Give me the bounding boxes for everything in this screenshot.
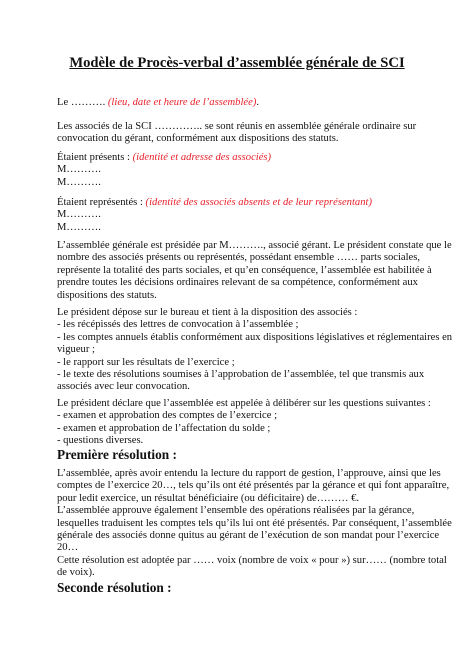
first-resolution-body [57, 468, 452, 580]
paragraph-line: pour ledit exercice, un résultat bénéficiaire (ou déficitaire) de……… €. [57, 492, 360, 504]
date-placeholder: (lieu, date et heure de l’assemblée) [107, 97, 257, 108]
paragraph-line: représente la totalité des parts sociales, et qu’en conséquence, l’assemblée est habilitée à [57, 264, 432, 276]
list-item: associés avec leur convocation. [57, 381, 190, 393]
paragraph-line: prendre toutes les décisions ordinaires relevant de sa compétence, conformément aux [57, 277, 418, 289]
agenda-paragraph [57, 398, 432, 448]
represented-section [57, 197, 432, 234]
paragraph-line: de voix). [57, 567, 95, 579]
presidence-paragraph [57, 240, 452, 302]
paragraph-line: comptes de l’exercice 20…, tels qu’ils ont été présentés par la gérance et qui font apparaître, [57, 480, 450, 492]
list-item: - examen et approbation des comptes de l’exercice ; [57, 410, 278, 422]
paragraph-line: 20… [57, 542, 79, 554]
present-item: M………. [57, 164, 101, 176]
date-prefix: Le ………. [57, 97, 108, 108]
date-line [57, 97, 432, 109]
present-label: Étaient présents : [57, 152, 133, 163]
paragraph-line: Les associés de la SCI ………….. se sont réunis en assemblée générale ordinaire sur [57, 121, 417, 132]
document-title: Modèle de Procès-verbal d’assemblée générale de SCI [69, 55, 405, 71]
second-resolution-heading: Seconde résolution : [57, 580, 172, 595]
intro-paragraph [57, 121, 432, 146]
list-item: - les comptes annuels établis conformément aux dispositions législatives et réglementaires en [57, 331, 453, 343]
present-section [57, 152, 432, 189]
represented-item: M………. [57, 221, 101, 233]
paragraph-line: Le président dépose sur le bureau et tient à la disposition des associés : [57, 307, 358, 318]
represented-label: Étaient représentés : [57, 197, 146, 208]
paragraph-line: L’assemblée générale est présidée par M………., associé gérant. Le président constate que le [57, 240, 452, 251]
present-item: M………. [57, 176, 101, 188]
list-item: - les récépissés des lettres de convocation à l’assemblée ; [57, 319, 299, 331]
paragraph-line: Cette résolution est adoptée par …… voix (nombre de voix « pour ») sur…… (nombre total [57, 554, 447, 566]
present-placeholder: (identité et adresse des associés) [132, 152, 272, 163]
list-item: - le texte des résolutions soumises à l’approbation de l’assemblée, tel que transmis aux [57, 369, 425, 381]
paragraph-line: convocation du gérant, conformément aux dispositions des statuts. [57, 133, 339, 145]
list-item: - examen et approbation de l’affectation du solde ; [57, 422, 271, 434]
date-suffix: . [256, 97, 260, 108]
represented-item: M………. [57, 209, 101, 221]
represented-placeholder: (identité des associés absents et de leur représentant) [145, 197, 372, 208]
paragraph-line: dispositions des statuts. [57, 289, 157, 301]
documents-paragraph [57, 307, 453, 394]
paragraph-line: L’assemblée approuve également l’ensemble des opérations réalisées par la gérance, [57, 505, 415, 517]
paragraph-line: générale des associés donne quitus au gérant de l’exécution de son mandat pour l’exercice [57, 530, 440, 542]
paragraph-line: nombre des associés présents ou représentés, possédant ensemble …… parts sociales, [57, 252, 421, 264]
list-item: - le rapport sur les résultats de l’exercice ; [57, 356, 235, 368]
first-resolution-heading: Première résolution : [57, 447, 177, 462]
paragraph-line: lesquelles traduisent les comptes tels qu’ils lui ont été présentés. Par conséquent, l’assemblée [57, 517, 452, 529]
paragraph-line: Le président déclare que l’assemblée est appelée à délibérer sur les questions suivantes : [57, 398, 431, 409]
list-item: vigueur ; [57, 344, 95, 356]
list-item: - questions diverses. [57, 435, 144, 447]
paragraph-line: L’assemblée, après avoir entendu la lecture du rapport de gestion, l’approuve, ainsi que les [57, 468, 441, 479]
